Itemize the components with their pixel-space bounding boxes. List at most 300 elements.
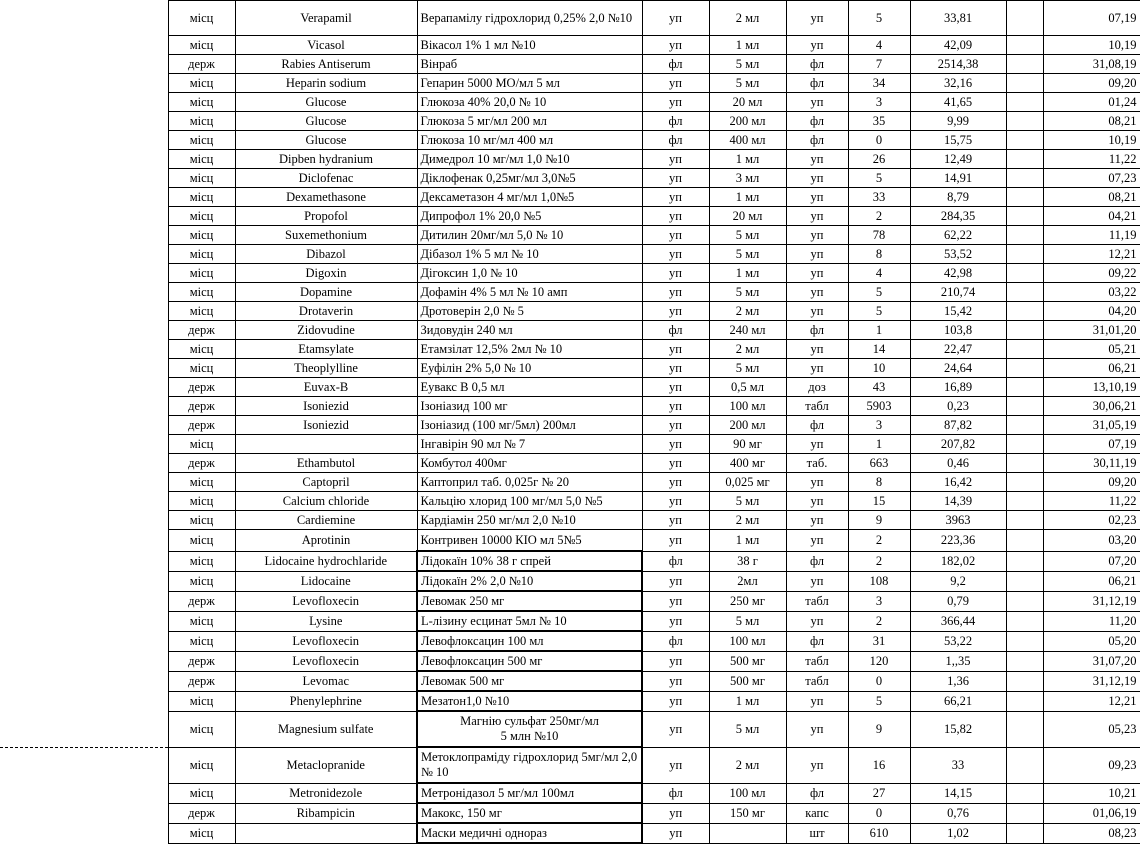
cell-form: уп xyxy=(642,169,709,188)
cell-name: Дофамін 4% 5 мл № 10 амп xyxy=(417,283,642,302)
cell-price: 24,64 xyxy=(910,359,1006,378)
cell-unit: уп xyxy=(786,511,848,530)
cell-dose: 1 мл xyxy=(709,691,786,711)
cell-inn: Isoniezid xyxy=(235,416,417,435)
cell-inn: Diclofenac xyxy=(235,169,417,188)
cell-scope: місц xyxy=(168,359,235,378)
cell-unit: фл xyxy=(786,112,848,131)
cell-qty: 5903 xyxy=(848,397,910,416)
cell-unit: табл xyxy=(786,397,848,416)
cell-dose: 500 мг xyxy=(709,671,786,691)
table-row xyxy=(0,454,1140,473)
cell-empty xyxy=(0,302,168,321)
cell-price: 53,52 xyxy=(910,245,1006,264)
cell-form: уп xyxy=(642,378,709,397)
cell-price: 284,35 xyxy=(910,207,1006,226)
cell-scope: держ xyxy=(168,651,235,671)
cell-dose xyxy=(709,823,786,843)
cell-inn: Ribampicin xyxy=(235,803,417,823)
cell-blank xyxy=(1006,454,1043,473)
table-row xyxy=(0,150,1140,169)
cell-unit: уп xyxy=(786,93,848,112)
cell-date: 30,06,21 xyxy=(1043,397,1140,416)
cell-inn: Dexamethasone xyxy=(235,188,417,207)
cell-name: Мезатон1,0 №10 xyxy=(417,691,642,711)
cell-unit: уп xyxy=(786,283,848,302)
cell-dose: 0,025 мг xyxy=(709,473,786,492)
cell-name: Левомак 250 мг xyxy=(417,591,642,611)
cell-name: Дипрофол 1% 20,0 №5 xyxy=(417,207,642,226)
cell-empty xyxy=(0,671,168,691)
cell-scope: місц xyxy=(168,207,235,226)
cell-price: 103,8 xyxy=(910,321,1006,340)
cell-form: уп xyxy=(642,150,709,169)
cell-form: уп xyxy=(642,591,709,611)
cell-blank xyxy=(1006,264,1043,283)
cell-unit: фл xyxy=(786,55,848,74)
cell-unit: фл xyxy=(786,321,848,340)
cell-unit: табл xyxy=(786,651,848,671)
cell-scope: місц xyxy=(168,823,235,843)
cell-dose: 5 мл xyxy=(709,711,786,747)
cell-name: Еуфілін 2% 5,0 № 10 xyxy=(417,359,642,378)
cell-price: 15,75 xyxy=(910,131,1006,150)
cell-name: Контривен 10000 КІО мл 5№5 xyxy=(417,530,642,552)
cell-inn: Captopril xyxy=(235,473,417,492)
cell-blank xyxy=(1006,416,1043,435)
cell-dose: 150 мг xyxy=(709,803,786,823)
cell-date: 07,19 xyxy=(1043,1,1140,36)
cell-qty: 4 xyxy=(848,264,910,283)
cell-qty: 26 xyxy=(848,150,910,169)
cell-empty xyxy=(0,283,168,302)
cell-dose: 0,5 мл xyxy=(709,378,786,397)
cell-unit: уп xyxy=(786,302,848,321)
cell-qty: 8 xyxy=(848,245,910,264)
cell-blank xyxy=(1006,340,1043,359)
cell-scope: місц xyxy=(168,131,235,150)
cell-empty xyxy=(0,36,168,55)
table-row xyxy=(0,591,1140,611)
cell-empty xyxy=(0,131,168,150)
cell-date: 11,22 xyxy=(1043,150,1140,169)
cell-blank xyxy=(1006,551,1043,571)
cell-price: 53,22 xyxy=(910,631,1006,651)
table-row xyxy=(0,131,1140,150)
cell-qty: 16 xyxy=(848,747,910,783)
cell-qty: 10 xyxy=(848,359,910,378)
cell-price: 41,65 xyxy=(910,93,1006,112)
cell-dose: 1 мл xyxy=(709,264,786,283)
cell-qty: 78 xyxy=(848,226,910,245)
cell-blank xyxy=(1006,747,1043,783)
cell-qty: 15 xyxy=(848,492,910,511)
cell-scope: місц xyxy=(168,511,235,530)
table-row xyxy=(0,245,1140,264)
cell-empty xyxy=(0,264,168,283)
cell-qty: 1 xyxy=(848,435,910,454)
cell-scope: держ xyxy=(168,397,235,416)
cell-price: 1,,35 xyxy=(910,651,1006,671)
cell-date: 12,21 xyxy=(1043,691,1140,711)
cell-unit: уп xyxy=(786,492,848,511)
cell-qty: 2 xyxy=(848,551,910,571)
cell-inn: Isoniezid xyxy=(235,397,417,416)
cell-name: Дексаметазон 4 мг/мл 1,0№5 xyxy=(417,188,642,207)
table-row xyxy=(0,631,1140,651)
cell-unit: уп xyxy=(786,207,848,226)
cell-form: уп xyxy=(642,823,709,843)
cell-blank xyxy=(1006,631,1043,651)
cell-price: 14,91 xyxy=(910,169,1006,188)
cell-scope: місц xyxy=(168,150,235,169)
cell-inn: Theoplylline xyxy=(235,359,417,378)
cell-form: уп xyxy=(642,283,709,302)
cell-name: Ізоніазид 100 мг xyxy=(417,397,642,416)
cell-blank xyxy=(1006,150,1043,169)
cell-qty: 14 xyxy=(848,340,910,359)
cell-name: Верапамілу гідрохлорид 0,25% 2,0 №10 xyxy=(417,1,642,36)
cell-price: 9,99 xyxy=(910,112,1006,131)
cell-unit: капс xyxy=(786,803,848,823)
cell-blank xyxy=(1006,397,1043,416)
cell-inn: Zidovudine xyxy=(235,321,417,340)
cell-empty xyxy=(0,55,168,74)
cell-empty xyxy=(0,783,168,803)
cell-inn: Drotaverin xyxy=(235,302,417,321)
cell-date: 03,22 xyxy=(1043,283,1140,302)
cell-price: 66,21 xyxy=(910,691,1006,711)
cell-form: уп xyxy=(642,611,709,631)
cell-unit: табл xyxy=(786,671,848,691)
cell-date: 11,22 xyxy=(1043,492,1140,511)
cell-price: 2514,38 xyxy=(910,55,1006,74)
cell-unit: уп xyxy=(786,711,848,747)
cell-blank xyxy=(1006,530,1043,552)
table-row xyxy=(0,302,1140,321)
cell-unit: уп xyxy=(786,36,848,55)
table-row xyxy=(0,359,1140,378)
cell-empty xyxy=(0,378,168,397)
cell-qty: 1 xyxy=(848,321,910,340)
cell-unit: табл xyxy=(786,591,848,611)
cell-form: уп xyxy=(642,511,709,530)
cell-scope: місц xyxy=(168,188,235,207)
cell-qty: 610 xyxy=(848,823,910,843)
cell-date: 07,23 xyxy=(1043,169,1140,188)
cell-dose: 5 мл xyxy=(709,55,786,74)
cell-blank xyxy=(1006,1,1043,36)
cell-inn: Metaclopranide xyxy=(235,747,417,783)
cell-dose: 5 мл xyxy=(709,283,786,302)
cell-price: 16,42 xyxy=(910,473,1006,492)
cell-inn: Euvax-B xyxy=(235,378,417,397)
cell-form: уп xyxy=(642,264,709,283)
cell-qty: 3 xyxy=(848,416,910,435)
cell-unit: уп xyxy=(786,435,848,454)
cell-form: уп xyxy=(642,803,709,823)
cell-form: уп xyxy=(642,747,709,783)
cell-unit: шт xyxy=(786,823,848,843)
cell-dose: 400 мг xyxy=(709,454,786,473)
cell-blank xyxy=(1006,55,1043,74)
cell-blank xyxy=(1006,321,1043,340)
cell-form: уп xyxy=(642,207,709,226)
cell-inn: Vicasol xyxy=(235,36,417,55)
cell-price: 33,81 xyxy=(910,1,1006,36)
cell-unit: уп xyxy=(786,571,848,591)
cell-price: 15,42 xyxy=(910,302,1006,321)
cell-dose: 38 г xyxy=(709,551,786,571)
cell-inn: Etamsylate xyxy=(235,340,417,359)
cell-date: 01,06,19 xyxy=(1043,803,1140,823)
cell-empty xyxy=(0,74,168,93)
cell-form: уп xyxy=(642,93,709,112)
cell-unit: уп xyxy=(786,611,848,631)
cell-qty: 3 xyxy=(848,93,910,112)
cell-date: 08,21 xyxy=(1043,112,1140,131)
cell-dose: 5 мл xyxy=(709,611,786,631)
cell-name: Метоклопраміду гідрохлорид 5мг/мл 2,0 № 10 xyxy=(417,747,642,783)
table-row xyxy=(0,36,1140,55)
table-row xyxy=(0,435,1140,454)
cell-price: 0,46 xyxy=(910,454,1006,473)
cell-unit: фл xyxy=(786,131,848,150)
table-row xyxy=(0,823,1140,843)
cell-unit: фл xyxy=(786,783,848,803)
cell-dose: 3 мл xyxy=(709,169,786,188)
cell-date: 09,20 xyxy=(1043,74,1140,93)
cell-qty: 0 xyxy=(848,671,910,691)
cell-dose: 100 мл xyxy=(709,783,786,803)
cell-scope: місц xyxy=(168,74,235,93)
cell-scope: місц xyxy=(168,711,235,747)
table-row xyxy=(0,321,1140,340)
cell-name: Діклофенак 0,25мг/мл 3,0№5 xyxy=(417,169,642,188)
cell-price: 0,76 xyxy=(910,803,1006,823)
table-row xyxy=(0,511,1140,530)
cell-blank xyxy=(1006,823,1043,843)
table-row xyxy=(0,611,1140,631)
cell-inn: Levomac xyxy=(235,671,417,691)
table-row xyxy=(0,473,1140,492)
cell-blank xyxy=(1006,207,1043,226)
table-row xyxy=(0,711,1140,747)
cell-qty: 5 xyxy=(848,1,910,36)
cell-scope: місц xyxy=(168,571,235,591)
cell-name: Димедрол 10 мг/мл 1,0 №10 xyxy=(417,150,642,169)
cell-empty xyxy=(0,492,168,511)
cell-inn: Levofloxecin xyxy=(235,651,417,671)
cell-price: 42,09 xyxy=(910,36,1006,55)
cell-date: 02,23 xyxy=(1043,511,1140,530)
cell-inn xyxy=(235,823,417,843)
cell-price: 14,39 xyxy=(910,492,1006,511)
cell-blank xyxy=(1006,611,1043,631)
cell-scope: місц xyxy=(168,169,235,188)
cell-empty xyxy=(0,530,168,552)
cell-dose: 2 мл xyxy=(709,340,786,359)
cell-blank xyxy=(1006,112,1043,131)
cell-form: фл xyxy=(642,551,709,571)
cell-scope: місц xyxy=(168,473,235,492)
cell-form: уп xyxy=(642,245,709,264)
cell-unit: уп xyxy=(786,188,848,207)
cell-qty: 31 xyxy=(848,631,910,651)
cell-scope: місц xyxy=(168,747,235,783)
cell-blank xyxy=(1006,492,1043,511)
cell-dose: 100 мл xyxy=(709,397,786,416)
table-row xyxy=(0,112,1140,131)
cell-name: Вінраб xyxy=(417,55,642,74)
cell-unit: фл xyxy=(786,551,848,571)
cell-unit: уп xyxy=(786,359,848,378)
cell-date: 09,20 xyxy=(1043,473,1140,492)
cell-empty xyxy=(0,169,168,188)
cell-inn: Suxemethonium xyxy=(235,226,417,245)
cell-inn: Heparin sodium xyxy=(235,74,417,93)
cell-inn: Levofloxecin xyxy=(235,631,417,651)
cell-name: Лідокаїн 2% 2,0 №10 xyxy=(417,571,642,591)
cell-name: Макокс, 150 мг xyxy=(417,803,642,823)
cell-scope: місц xyxy=(168,245,235,264)
cell-form: фл xyxy=(642,131,709,150)
cell-date: 03,20 xyxy=(1043,530,1140,552)
cell-name: L-лізину есцинат 5мл № 10 xyxy=(417,611,642,631)
cell-name: Магнію сульфат 250мг/мл 5 млн №10 xyxy=(417,711,642,747)
cell-empty xyxy=(0,245,168,264)
cell-form: уп xyxy=(642,473,709,492)
cell-price: 0,23 xyxy=(910,397,1006,416)
cell-name: Метронідазол 5 мг/мл 100мл xyxy=(417,783,642,803)
cell-date: 05,21 xyxy=(1043,340,1140,359)
cell-name: Глюкоза 40% 20,0 № 10 xyxy=(417,93,642,112)
cell-price: 62,22 xyxy=(910,226,1006,245)
cell-inn: Glucose xyxy=(235,93,417,112)
cell-empty xyxy=(0,651,168,671)
table-row xyxy=(0,747,1140,783)
cell-name: Гепарин 5000 МО/мл 5 мл xyxy=(417,74,642,93)
cell-name: Маски медичні однораз xyxy=(417,823,642,843)
cell-qty: 5 xyxy=(848,169,910,188)
cell-scope: місц xyxy=(168,93,235,112)
cell-date: 08,21 xyxy=(1043,188,1140,207)
cell-unit: фл xyxy=(786,631,848,651)
table-row xyxy=(0,783,1140,803)
table-row xyxy=(0,397,1140,416)
cell-blank xyxy=(1006,169,1043,188)
cell-blank xyxy=(1006,803,1043,823)
cell-price: 1,36 xyxy=(910,671,1006,691)
cell-blank xyxy=(1006,359,1043,378)
cell-name: Каптоприл таб. 0,025г № 20 xyxy=(417,473,642,492)
table-row xyxy=(0,571,1140,591)
cell-dose: 250 мг xyxy=(709,591,786,611)
cell-empty xyxy=(0,93,168,112)
cell-unit: уп xyxy=(786,1,848,36)
cell-name: Інгавірін 90 мл № 7 xyxy=(417,435,642,454)
cell-dose: 400 мл xyxy=(709,131,786,150)
cell-date: 10,19 xyxy=(1043,36,1140,55)
cell-price: 9,2 xyxy=(910,571,1006,591)
cell-name: Вікасол 1% 1 мл №10 xyxy=(417,36,642,55)
cell-date: 05,23 xyxy=(1043,711,1140,747)
cell-qty: 108 xyxy=(848,571,910,591)
cell-price: 182,02 xyxy=(910,551,1006,571)
cell-dose: 240 мл xyxy=(709,321,786,340)
cell-dose: 2 мл xyxy=(709,511,786,530)
cell-dose: 200 мл xyxy=(709,416,786,435)
cell-date: 31,05,19 xyxy=(1043,416,1140,435)
cell-price: 0,79 xyxy=(910,591,1006,611)
cell-qty: 0 xyxy=(848,803,910,823)
cell-scope: місц xyxy=(168,340,235,359)
cell-empty xyxy=(0,112,168,131)
cell-inn: Lidocaine xyxy=(235,571,417,591)
cell-scope: держ xyxy=(168,591,235,611)
cell-empty xyxy=(0,611,168,631)
cell-qty: 3 xyxy=(848,591,910,611)
cell-scope: місц xyxy=(168,264,235,283)
cell-name: Левомак 500 мг xyxy=(417,671,642,691)
cell-form: уп xyxy=(642,671,709,691)
cell-qty: 8 xyxy=(848,473,910,492)
cell-form: уп xyxy=(642,416,709,435)
cell-dose: 5 мл xyxy=(709,74,786,93)
cell-blank xyxy=(1006,671,1043,691)
cell-price: 33 xyxy=(910,747,1006,783)
cell-unit: фл xyxy=(786,74,848,93)
cell-unit: доз xyxy=(786,378,848,397)
cell-qty: 43 xyxy=(848,378,910,397)
cell-inn: Dopamine xyxy=(235,283,417,302)
cell-name: Етамзілат 12,5% 2мл № 10 xyxy=(417,340,642,359)
cell-blank xyxy=(1006,435,1043,454)
cell-empty xyxy=(0,226,168,245)
cell-inn: Lidocaine hydrochlaride xyxy=(235,551,417,571)
cell-scope: місц xyxy=(168,112,235,131)
cell-empty xyxy=(0,207,168,226)
cell-form: уп xyxy=(642,302,709,321)
cell-empty xyxy=(0,803,168,823)
cell-dose: 500 мг xyxy=(709,651,786,671)
cell-name: Кардіамін 250 мг/мл 2,0 №10 xyxy=(417,511,642,530)
cell-date: 04,20 xyxy=(1043,302,1140,321)
cell-date: 08,23 xyxy=(1043,823,1140,843)
cell-empty xyxy=(0,631,168,651)
cell-scope: місц xyxy=(168,36,235,55)
cell-form: уп xyxy=(642,340,709,359)
cell-blank xyxy=(1006,302,1043,321)
cell-unit: уп xyxy=(786,747,848,783)
cell-form: фл xyxy=(642,55,709,74)
cell-blank xyxy=(1006,226,1043,245)
cell-dose: 100 мл xyxy=(709,631,786,651)
cell-scope: держ xyxy=(168,454,235,473)
cell-dose: 5 мл xyxy=(709,492,786,511)
cell-qty: 5 xyxy=(848,691,910,711)
cell-date: 07,19 xyxy=(1043,435,1140,454)
cell-qty: 34 xyxy=(848,74,910,93)
table-row xyxy=(0,803,1140,823)
cell-blank xyxy=(1006,283,1043,302)
cell-qty: 9 xyxy=(848,511,910,530)
cell-inn: Calcium chloride xyxy=(235,492,417,511)
cell-blank xyxy=(1006,651,1043,671)
cell-price: 32,16 xyxy=(910,74,1006,93)
cell-inn: Levofloxecin xyxy=(235,591,417,611)
cell-name: Глюкоза 10 мг/мл 400 мл xyxy=(417,131,642,150)
